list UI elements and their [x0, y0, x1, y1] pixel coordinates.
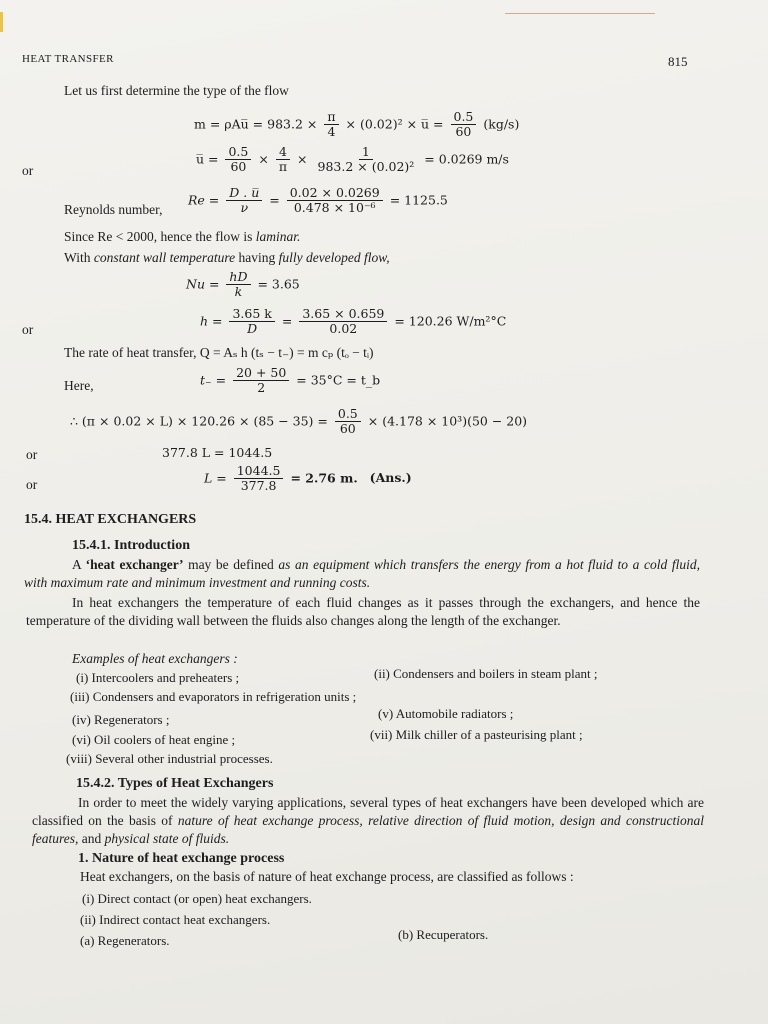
nature-item: (i) Direct contact (or open) heat exchangers. [82, 891, 312, 906]
or-label: or [26, 447, 38, 462]
fraction: $\frac{20 + 50}{2}$ [233, 366, 289, 396]
equation-reynolds: Re = $\frac{D . u̅}{\nu}$ = $\frac{0.02 \times 0.0269}{\text{0.478 × 10⁻⁶}}$ = 1125.5 [188, 185, 448, 216]
eq-unit: (kg/s) [483, 116, 520, 132]
fraction: $\frac{1}{\text{983.2 × (0.02)²}}$ [317, 144, 415, 175]
nature-intro: Heat exchangers, on the basis of nature of heat exchange process, are classified as follows : [80, 869, 574, 884]
wall-condition: With constant wall temperature having fully developed flow, [64, 250, 390, 265]
equation-mean-temp: t₋ = $\frac{20 + 50}{2}$ = 35°C = t_b [200, 365, 381, 396]
or-label: or [22, 322, 34, 337]
equation-velocity: u̅ = $\frac{0.5}{60}$ × $\frac{4}{\pi}$ × $\frac{1}{\text{983.2 × (0.02)²}}$ = 0.0269 m/s [196, 144, 509, 175]
example-item: (vi) Oil coolers of heat engine ; [72, 732, 236, 747]
fraction: $\frac{0.5}{60}$ [451, 110, 477, 140]
fraction: $\frac{0.02 \times 0.0269}{\text{0.478 × 10⁻⁶}}$ [287, 186, 383, 216]
heat-rate-equation: The rate of heat transfer, Q = Aₛ h (tₛ − t₋) = m cₚ (tₒ − tᵢ) [64, 345, 374, 360]
subsection-introduction: 15.4.1. Introduction [72, 538, 190, 553]
equation-h: h = $\frac{3.65 k}{D}$ = $\frac{3.65 \times 0.659}{0.02}$ = 120.26 W/m²°C [200, 306, 507, 337]
example-item: (i) Intercoolers and preheaters ; [76, 670, 240, 685]
or-label: or [26, 477, 38, 492]
laminar-statement: Since Re < 2000, hence the flow is laminar. [64, 229, 301, 244]
temperature-paragraph: In heat exchangers the temperature of each fluid changes as it passes through the exchangers, and hence the temperature of the dividing wall between the fluids also changes along the length of the exchanger. [26, 595, 700, 628]
equation-nusselt: Nu = $\frac{hD}{k}$ = 3.65 [186, 269, 300, 300]
nature-heading: 1. Nature of heat exchange process [78, 851, 285, 866]
page-number: 815 [668, 54, 688, 69]
examples-title: Examples of heat exchangers : [72, 651, 238, 666]
eq-mid: × (0.02)² × u̅ = [345, 116, 444, 132]
equation-energy-balance: ∴ (π × 0.02 × L) × 120.26 × (85 − 35) = $\frac{0.5}{60}$ × (4.178 × 10³)(50 − 20) [70, 406, 528, 437]
fraction: $\frac{hD}{k}$ [226, 270, 250, 300]
fraction: $\frac{1044.5}{377.8}$ [234, 464, 284, 494]
page-corner-mark [0, 12, 3, 32]
example-item: (vii) Milk chiller of a pasteurising plant ; [370, 727, 583, 742]
example-item: (ii) Condensers and boilers in steam plant ; [374, 666, 598, 681]
equation-length-result: L = $\frac{1044.5}{377.8}$ = 2.76 m. (Ans.) [204, 463, 412, 494]
fraction: $\frac{D . u̅}{\nu}$ [226, 186, 262, 216]
here-label: Here, [64, 378, 94, 393]
solution-intro: Let us first determine the type of the flow [64, 83, 289, 98]
reynolds-label: Reynolds number, [64, 202, 163, 217]
fraction: $\frac{\pi}{4}$ [324, 110, 338, 140]
subsection-types: 15.4.2. Types of Heat Exchangers [76, 776, 274, 791]
equation-mass-flow [194, 110, 519, 140]
eq-lhs: m = ρAu̅ = 983.2 × [194, 116, 318, 132]
top-rule [505, 13, 655, 14]
example-item: (viii) Several other industrial processes. [66, 751, 273, 766]
nature-item: (ii) Indirect contact heat exchangers. [80, 912, 271, 927]
fraction: $\frac{3.65 k}{D}$ [229, 307, 274, 337]
nature-item: (b) Recuperators. [398, 927, 489, 942]
fraction: $\frac{0.5}{60}$ [225, 145, 251, 175]
example-item: (iii) Condensers and evaporators in refrigeration units ; [70, 689, 357, 704]
section-title: 15.4. HEAT EXCHANGERS [24, 512, 197, 527]
types-paragraph: In order to meet the widely varying applications, several types of heat exchangers have been developed which are classified on the basis of nature of heat exchange process, relative direction of fluid motion, design and constructional features, and physical state of fluids. [32, 795, 704, 846]
running-title: HEAT TRANSFER [22, 53, 114, 65]
nature-item: (a) Regenerators. [80, 933, 170, 948]
or-label: or [22, 163, 34, 178]
example-item: (v) Automobile radiators ; [378, 706, 514, 721]
equation-length-step: 377.8 L = 1044.5 [162, 445, 273, 460]
fraction: $\frac{0.5}{60}$ [335, 407, 361, 437]
definition-paragraph: A ‘heat exchanger’ may be defined as an equipment which transfers the energy from a hot fluid to a cold fluid, with maximum rate and minimum investment and running costs. [24, 557, 700, 590]
fraction: $\frac{3.65 \times 0.659}{0.02}$ [299, 307, 387, 337]
example-item: (iv) Regenerators ; [72, 712, 170, 727]
fraction: $\frac{4}{\pi}$ [276, 145, 290, 175]
